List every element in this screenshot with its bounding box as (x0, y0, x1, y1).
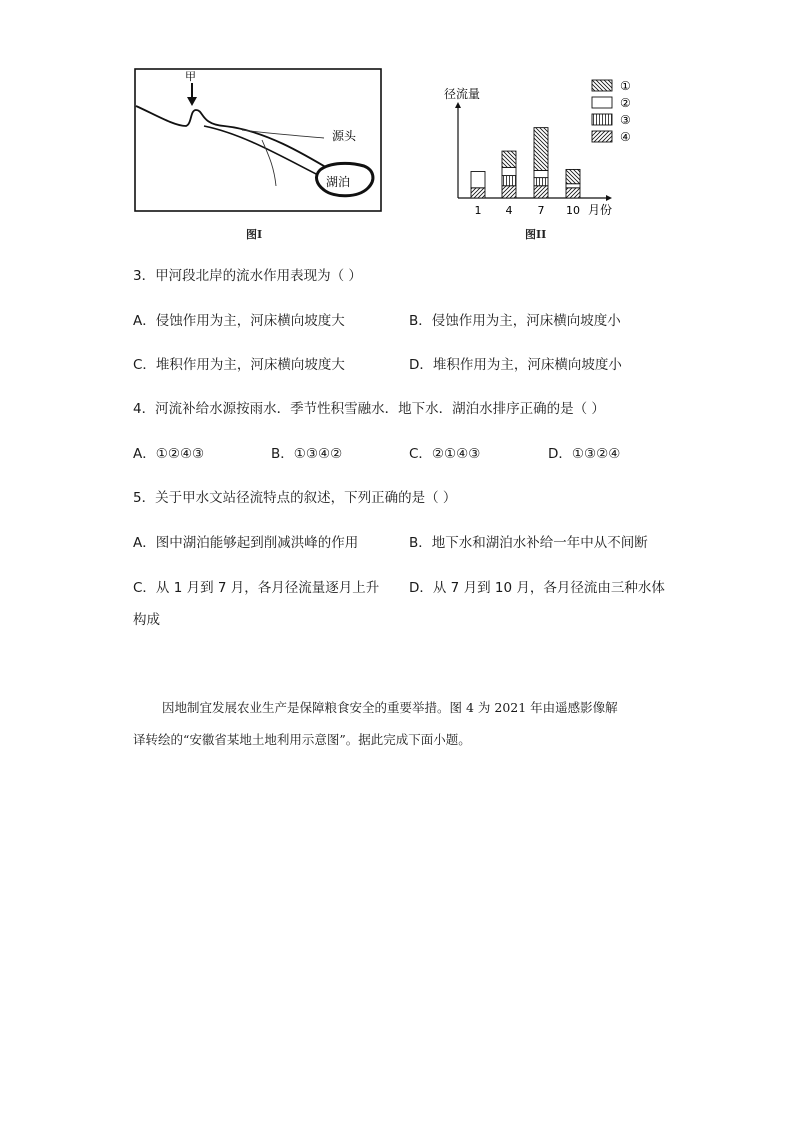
passage-line-2: 译转绘的“安徽省某地土地利用示意图”。据此完成下面小题。 (133, 732, 471, 747)
question-4-option-d[interactable]: D．①③②④ (548, 446, 621, 462)
bar-month-1-series-④ (471, 188, 485, 198)
legend-swatch (592, 80, 612, 91)
x-tick-label: 1 (474, 204, 482, 217)
x-tick-label: 4 (505, 204, 513, 217)
question-3-option-d[interactable]: D．堆积作用为主，河床横向坡度小 (409, 357, 622, 373)
question-3-option-b[interactable]: B．侵蚀作用为主，河床横向坡度小 (409, 313, 621, 329)
question-4-option-b[interactable]: B．①③④② (271, 446, 343, 462)
question-4-option-a[interactable]: A．①②④③ (133, 446, 205, 462)
x-axis-label: 月份 (588, 203, 613, 217)
x-tick-label: 7 (537, 204, 545, 217)
bar-month-1-series-② (471, 171, 485, 187)
question-5-option-d-continued: 构成 (133, 612, 160, 628)
question-3-option-a[interactable]: A．侵蚀作用为主，河床横向坡度大 (133, 313, 345, 329)
question-4-stem: 4．河流补给水源按雨水．季节性积雪融水．地下水．湖泊水排序正确的是（ ） (133, 401, 605, 417)
label-jia: 甲 (185, 70, 196, 83)
legend-label: ③ (620, 113, 631, 127)
question-3-option-c[interactable]: C．堆积作用为主，河床横向坡度大 (133, 357, 345, 373)
bar-month-4-series-③ (502, 176, 516, 186)
bar-month-10-series-② (566, 184, 580, 188)
legend-swatch (592, 97, 612, 108)
x-axis-arrow (606, 195, 612, 201)
figure-2-runoff-chart (430, 74, 650, 226)
question-5-option-b[interactable]: B．地下水和湖泊水补给一年中从不间断 (409, 535, 648, 551)
bar-month-7-series-③ (534, 178, 548, 186)
question-5-option-a[interactable]: A．图中湖泊能够起到削减洪峰的作用 (133, 535, 359, 551)
legend-swatch (592, 114, 612, 125)
question-5-option-c[interactable]: C．从 1 月到 7 月，各月径流量逐月上升 (133, 580, 380, 596)
question-5-stem: 5．关于甲水文站径流特点的叙述，下列正确的是（ ） (133, 490, 457, 506)
question-5-option-d[interactable]: D．从 7 月到 10 月，各月径流由三种水体 (409, 580, 665, 596)
bar-month-4-series-② (502, 167, 516, 175)
figure-1-river-sketch (134, 66, 384, 214)
figure-2-caption: 图II (525, 228, 547, 241)
legend-label: ① (620, 79, 631, 93)
bar-month-7-series-② (534, 170, 548, 177)
question-3-stem: 3．甲河段北岸的流水作用表现为（ ） (133, 268, 362, 284)
bar-month-10-series-① (566, 169, 580, 183)
bar-month-7-series-① (534, 128, 548, 171)
bar-month-4-series-① (502, 151, 516, 167)
chart-legend (592, 79, 631, 144)
figure-1-caption: 图I (246, 228, 263, 241)
question-4-option-c[interactable]: C．②①④③ (409, 446, 481, 462)
label-lake: 湖泊 (326, 175, 351, 189)
x-tick-label: 10 (566, 204, 580, 217)
y-axis-label: 径流量 (444, 87, 481, 101)
legend-label: ④ (620, 130, 631, 144)
bar-month-10-series-④ (566, 188, 580, 198)
passage-line-1: 因地制宜发展农业生产是保障粮食安全的重要举措。图 4 为 2021 年由遥感影像解 (162, 700, 618, 715)
label-source: 源头 (332, 129, 357, 143)
bar-month-7-series-④ (534, 186, 548, 198)
y-axis-arrow (455, 102, 461, 108)
bar-month-4-series-④ (502, 186, 516, 198)
legend-swatch (592, 131, 612, 142)
legend-label: ② (620, 96, 631, 110)
